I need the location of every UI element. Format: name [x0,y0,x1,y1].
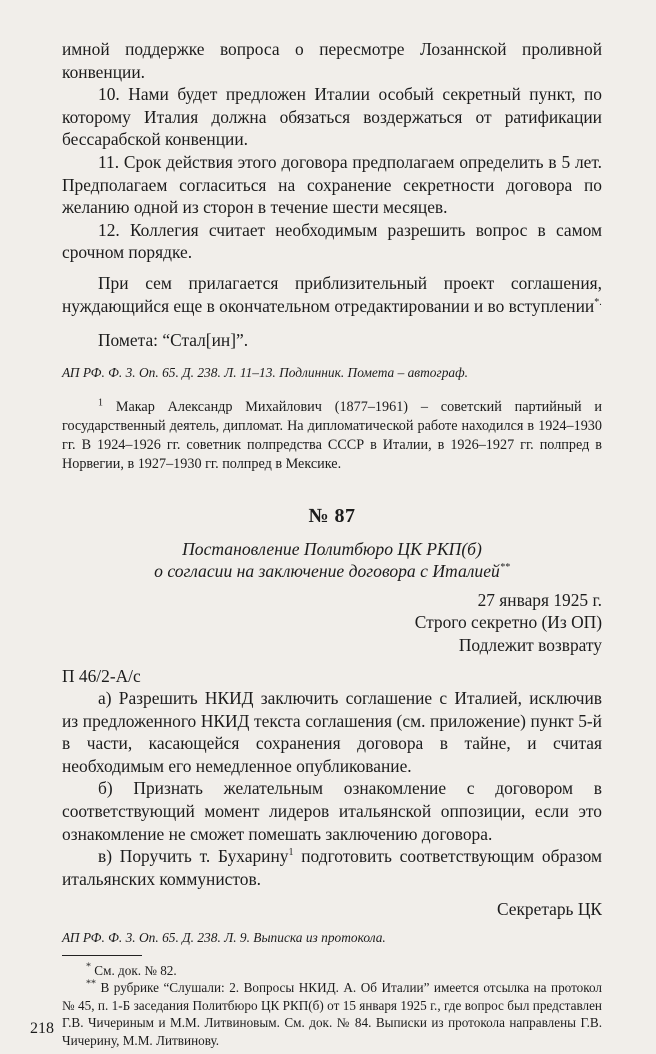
footnote-1-mark: 1 [98,396,103,408]
resolution-item-b: б) Признать желательным ознакомление с договором в соответствующий момент лидеров итальянской оппозиции, если это ознакомление не сможет помешать заключению договора. [62,778,602,844]
document-title-line-1: Постановление Политбюро ЦК РКП(б) [182,538,482,559]
paragraph-item-10: 10. Нами будет предложен Италии особый секретный пункт, по которому Италия должна обязаться воздержаться от ратификации бессарабской конвенции. [62,84,602,150]
document-title-line-2: о согласии на заключение договора с Италией [154,561,500,582]
resolution-item-a: а) Разрешить НКИД заключить соглашение с Италией, исключив из предложенного НКИД текста соглашения (см. приложение) пункт 5-й в части, касающейся сохранения договора в тайне, и считая необходимым его немедленное опубликование. [62,688,602,776]
page-content [62,38,602,1049]
footnote-star-text: См. док. № 82. [91,963,177,979]
paragraph-continuation: имной поддержке вопроса о пересмотре Лозаннской проливной конвенции. [62,39,602,82]
footnote-double-star-text: В рубрике “Слушали: 2. Вопросы НКИД. А. Об Италии” имеется отсылка на протокол № 45, п. 1-Б заседания Политбюро ЦК РКП(б) от 15 января 1925 г., где вопрос был представлен Г.В. Чичериным и М.М. Литвиновым. См. док. № 84. Выписки из протокола направлены Г.В. Чичерину, М.М. Литвинову. [62,980,602,1048]
footnote-star [62,962,602,979]
resolution-item-v [62,845,602,890]
footnote-double-star [62,979,602,1049]
footnote-ref-star: *. [594,296,602,308]
item-v-text-end: подготовить соответствующим образом итальянских коммунистов. [62,846,602,889]
secrecy-label: Строго секретно (Из ОП) [414,612,602,633]
footnote-1-ref: 1 [288,847,294,859]
document-title [62,538,602,583]
footnote-star-mark: * [86,961,91,973]
document-date: 27 января 1925 г. [477,589,602,610]
paragraph-attachment [62,272,602,317]
archive-source-1: АП РФ. Ф. 3. Оп. 65. Д. 238. Л. 11–13. Подлинник. Помета – автограф. [62,364,468,380]
page-number: 218 [30,1020,54,1037]
return-label: Подлежит возврату [458,634,602,655]
archive-source-2: АП РФ. Ф. 3. Оп. 65. Д. 238. Л. 9. Выписка из протокола. [62,930,386,946]
footnote-separator [62,955,142,956]
item-v-text-start: в) Поручить т. Бухарину [98,846,289,867]
stalin-note: Помета: “Стал[ин]”. [98,330,249,351]
paragraph-item-12: 12. Коллегия считает необходимым разрешить вопрос в самом срочном порядке. [62,219,602,263]
paragraph-item-11: 11. Срок действия этого договора предполагаем определить в 5 лет. Предполагаем согласиться на сохранение секретности договора по желанию одной из сторон в течение шести месяцев. [62,151,602,218]
protocol-reference: П 46/2-А/с [62,665,141,686]
footnote-double-star-mark: ** [86,979,96,991]
footnote-ref-double-star: ** [499,562,510,574]
attachment-text: При сем прилагается приблизительный проект соглашения, нуждающийся еще в окончательном отредактировании и во вступлении [62,272,602,316]
footnote-1-text: Макар Александр Михайлович (1877–1961) – советский партийный и государственный деятель, дипломат. На дипломатической работе находился в 1924–1930 гг. В 1924–1926 гг. советник полпредства СССР в Италии, в 1926–1927 гг. полпред в Норвегии, в 1927–1930 гг. полпред в Мексике. [62,398,602,473]
signature: Секретарь ЦК [496,899,602,920]
document-number: № 87 [308,504,356,527]
footnote-makar [62,398,602,475]
